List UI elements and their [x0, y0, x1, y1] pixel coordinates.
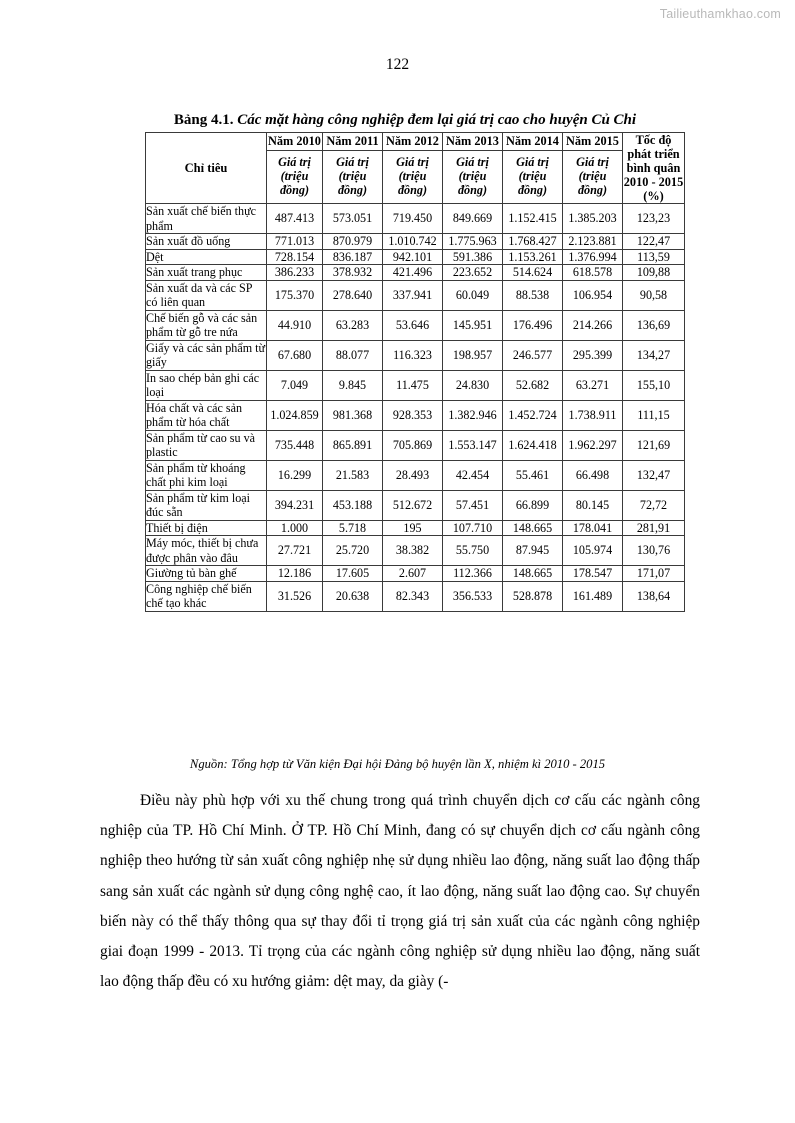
row-value: 38.382: [383, 536, 443, 566]
table-row: [146, 265, 685, 281]
row-growth: 132,47: [623, 460, 685, 490]
header-year-2010: Năm 2010: [267, 133, 323, 151]
row-value: 67.680: [267, 340, 323, 370]
row-value: 618.578: [563, 265, 623, 281]
body-text-block: [100, 786, 700, 997]
row-value: 295.399: [563, 340, 623, 370]
row-value: 161.489: [563, 581, 623, 611]
row-value: 60.049: [443, 280, 503, 310]
header-value-2014: [503, 151, 563, 204]
row-value: 66.899: [503, 490, 563, 520]
row-value: 2.607: [383, 566, 443, 582]
row-value: 9.845: [323, 370, 383, 400]
table-header: [146, 133, 685, 204]
row-value: 836.187: [323, 249, 383, 265]
header-value-2012: [383, 151, 443, 204]
row-value: 105.974: [563, 536, 623, 566]
row-value: 82.343: [383, 581, 443, 611]
row-value: 55.750: [443, 536, 503, 566]
row-growth: 171,07: [623, 566, 685, 582]
row-value: 2.123.881: [563, 234, 623, 250]
header-value-label: Giá trị: [576, 155, 609, 170]
page-number: 122: [385, 56, 410, 73]
row-value: 17.605: [323, 566, 383, 582]
header-value-label: Giá trị: [336, 155, 369, 170]
row-value: 870.979: [323, 234, 383, 250]
row-value: 25.720: [323, 536, 383, 566]
row-value: 178.547: [563, 566, 623, 582]
row-value: 195: [383, 520, 443, 536]
table-row: [146, 460, 685, 490]
table-caption: [145, 112, 665, 129]
table-row: [146, 581, 685, 611]
row-value: 16.299: [267, 460, 323, 490]
watermark-text: Tailieuthamkhao.com: [659, 7, 781, 21]
row-value: 1.000: [267, 520, 323, 536]
row-value: 421.496: [383, 265, 443, 281]
row-value: 66.498: [563, 460, 623, 490]
row-value: 116.323: [383, 340, 443, 370]
header-value-unit: (triệu đồng): [279, 169, 310, 198]
row-value: 63.283: [323, 310, 383, 340]
row-label: Sản xuất chế biến thực phẩm: [146, 204, 267, 234]
row-label: Dệt: [146, 249, 267, 265]
row-value: 1.152.415: [503, 204, 563, 234]
row-value: 57.451: [443, 490, 503, 520]
row-value: 24.830: [443, 370, 503, 400]
row-value: 528.878: [503, 581, 563, 611]
row-value: 55.461: [503, 460, 563, 490]
row-value: 394.231: [267, 490, 323, 520]
row-value: 214.266: [563, 310, 623, 340]
header-value-2015: [563, 151, 623, 204]
row-label: Sản xuất da và các SP có liên quan: [146, 280, 267, 310]
row-value: 87.945: [503, 536, 563, 566]
table-row: [146, 430, 685, 460]
row-value: 573.051: [323, 204, 383, 234]
row-growth: 134,27: [623, 340, 685, 370]
table-row: [146, 520, 685, 536]
table-header-row-years: [146, 133, 685, 151]
header-value-unit: (triệu đồng): [517, 169, 548, 198]
header-value-unit: (triệu đồng): [397, 169, 428, 198]
header-value-label: Giá trị: [278, 155, 311, 170]
table-container: [145, 132, 684, 612]
row-value: 1.010.742: [383, 234, 443, 250]
row-growth: 130,76: [623, 536, 685, 566]
header-year-2012: Năm 2012: [383, 133, 443, 151]
table-source-note: Nguồn: Tổng hợp từ Văn kiện Đại hội Đảng bộ huyện lần X, nhiệm kì 2010 - 2015: [189, 757, 606, 771]
row-value: 337.941: [383, 280, 443, 310]
header-year-2011: Năm 2011: [323, 133, 383, 151]
table-row: [146, 234, 685, 250]
table-row: [146, 370, 685, 400]
row-value: 1.768.427: [503, 234, 563, 250]
row-value: 21.583: [323, 460, 383, 490]
row-value: 12.186: [267, 566, 323, 582]
row-value: 175.370: [267, 280, 323, 310]
table-caption-title: Các mặt hàng công nghiệp đem lại giá trị cao cho huyện Củ Chi: [237, 112, 637, 128]
row-value: 1.153.261: [503, 249, 563, 265]
row-value: 865.891: [323, 430, 383, 460]
table-row: [146, 340, 685, 370]
row-value: 246.577: [503, 340, 563, 370]
row-value: 112.366: [443, 566, 503, 582]
row-value: 44.910: [267, 310, 323, 340]
row-growth: 90,58: [623, 280, 685, 310]
row-label: Sản phẩm từ cao su và plastic: [146, 430, 267, 460]
row-value: 145.951: [443, 310, 503, 340]
row-value: 1.738.911: [563, 400, 623, 430]
row-value: 1.024.859: [267, 400, 323, 430]
header-value-label: Giá trị: [456, 155, 489, 170]
header-year-2013: Năm 2013: [443, 133, 503, 151]
row-value: 1.382.946: [443, 400, 503, 430]
row-value: 107.710: [443, 520, 503, 536]
row-value: 1.452.724: [503, 400, 563, 430]
row-value: 1.385.203: [563, 204, 623, 234]
row-value: 80.145: [563, 490, 623, 520]
row-value: 591.386: [443, 249, 503, 265]
row-value: 176.496: [503, 310, 563, 340]
row-value: 223.652: [443, 265, 503, 281]
header-year-2014: Năm 2014: [503, 133, 563, 151]
row-value: 928.353: [383, 400, 443, 430]
row-value: 88.077: [323, 340, 383, 370]
row-label: Sản xuất trang phục: [146, 265, 267, 281]
row-label: Sản phẩm từ kim loại đúc sẵn: [146, 490, 267, 520]
row-value: 1.376.994: [563, 249, 623, 265]
row-growth: 136,69: [623, 310, 685, 340]
row-value: 378.932: [323, 265, 383, 281]
table-row: [146, 280, 685, 310]
row-value: 178.041: [563, 520, 623, 536]
row-value: 11.475: [383, 370, 443, 400]
row-label: Sản xuất đồ uống: [146, 234, 267, 250]
row-value: 278.640: [323, 280, 383, 310]
row-growth: 123,23: [623, 204, 685, 234]
row-value: 1.775.963: [443, 234, 503, 250]
row-value: 42.454: [443, 460, 503, 490]
row-label: Giường tủ bàn ghế: [146, 566, 267, 582]
table-row: [146, 536, 685, 566]
table-row: [146, 249, 685, 265]
table-body: [146, 204, 685, 612]
row-value: 981.368: [323, 400, 383, 430]
row-value: 728.154: [267, 249, 323, 265]
row-growth: 122,47: [623, 234, 685, 250]
row-value: 88.538: [503, 280, 563, 310]
row-growth: 72,72: [623, 490, 685, 520]
row-value: 1.553.147: [443, 430, 503, 460]
header-value-unit: (triệu đồng): [577, 169, 608, 198]
header-value-2010: [267, 151, 323, 204]
row-label: Chế biến gỗ và các sản phẩm từ gỗ tre nứa: [146, 310, 267, 340]
header-value-2011: [323, 151, 383, 204]
body-paragraph: Điều này phù hợp với xu thế chung trong quá trình chuyển dịch cơ cấu các ngành công nghiệp của TP. Hồ Chí Minh. Ở TP. Hồ Chí Minh, đang có sự chuyển dịch cơ cấu ngành công nghiệp theo hướng từ sản xuất công nghiệp nhẹ sử dụng nhiều lao động, năng suất lao động thấp sang sản xuất các ngành sử dụng công nghệ cao, ít lao động, năng suất lao động cao. Sự chuyển biến này có thể thấy thông qua sự thay đổi tỉ trọng giá trị sản xuất của các ngành công nghiệp giai đoạn 1999 - 2013. Tỉ trọng của các ngành công nghiệp sử dụng nhiều lao động, năng suất lao động thấp đều có xu hướng giảm: dệt may, da giày (-: [100, 792, 700, 991]
row-value: 386.233: [267, 265, 323, 281]
row-growth: 155,10: [623, 370, 685, 400]
row-growth: 113,59: [623, 249, 685, 265]
row-value: 356.533: [443, 581, 503, 611]
row-label: Hóa chất và các sản phẩm từ hóa chất: [146, 400, 267, 430]
row-value: 7.049: [267, 370, 323, 400]
row-value: 849.669: [443, 204, 503, 234]
row-growth: 109,88: [623, 265, 685, 281]
row-label: In sao chép bản ghi các loại: [146, 370, 267, 400]
header-value-unit: (triệu đồng): [337, 169, 368, 198]
row-value: 31.526: [267, 581, 323, 611]
header-year-2015: Năm 2015: [563, 133, 623, 151]
header-value-label: Giá trị: [396, 155, 429, 170]
table-caption-number: Bảng 4.1.: [173, 112, 234, 128]
row-value: 53.646: [383, 310, 443, 340]
row-growth: 138,64: [623, 581, 685, 611]
header-indicator: Chỉ tiêu: [146, 133, 267, 204]
row-value: 735.448: [267, 430, 323, 460]
row-value: 512.672: [383, 490, 443, 520]
row-value: 148.665: [503, 566, 563, 582]
row-value: 148.665: [503, 520, 563, 536]
row-growth: 281,91: [623, 520, 685, 536]
row-label: Sản phẩm từ khoáng chất phi kim loại: [146, 460, 267, 490]
table-row: [146, 310, 685, 340]
row-value: 1.624.418: [503, 430, 563, 460]
row-value: 106.954: [563, 280, 623, 310]
row-value: 719.450: [383, 204, 443, 234]
row-value: 514.624: [503, 265, 563, 281]
header-value-2013: [443, 151, 503, 204]
header-value-label: Giá trị: [516, 155, 549, 170]
row-value: 942.101: [383, 249, 443, 265]
table-row: [146, 566, 685, 582]
row-growth: 121,69: [623, 430, 685, 460]
row-value: 63.271: [563, 370, 623, 400]
row-value: 487.413: [267, 204, 323, 234]
row-value: 1.962.297: [563, 430, 623, 460]
header-value-unit: (triệu đồng): [457, 169, 488, 198]
row-value: 28.493: [383, 460, 443, 490]
row-label: Giấy và các sản phẩm từ giấy: [146, 340, 266, 370]
row-growth: 111,15: [623, 400, 685, 430]
row-value: 198.957: [443, 340, 503, 370]
row-value: 5.718: [323, 520, 383, 536]
row-value: 52.682: [503, 370, 563, 400]
row-value: 20.638: [323, 581, 383, 611]
row-value: 453.188: [323, 490, 383, 520]
table-row: [146, 204, 685, 234]
table-row: [146, 490, 685, 520]
table-row: [146, 400, 685, 430]
row-value: 771.013: [267, 234, 323, 250]
header-growth-rate: Tốc độ phát triển bình quân 2010 - 2015 (%): [623, 133, 684, 204]
row-label: Máy móc, thiết bị chưa được phân vào đâu: [146, 536, 267, 566]
row-value: 705.869: [383, 430, 443, 460]
row-label: Thiết bị điện: [146, 520, 267, 536]
industry-value-table: [145, 132, 685, 612]
row-value: 27.721: [267, 536, 323, 566]
row-label: Công nghiệp chế biến chế tạo khác: [146, 581, 267, 611]
